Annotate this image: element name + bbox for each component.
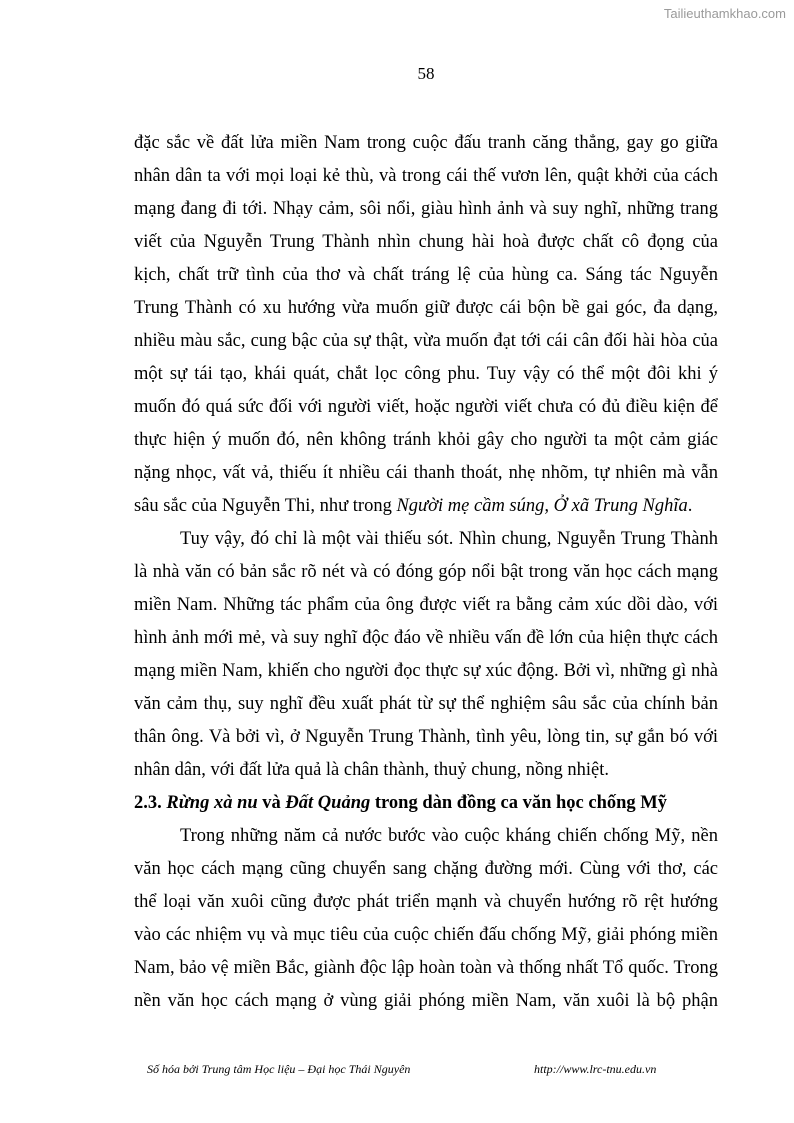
heading-title-italic: Đất Quảng xyxy=(285,793,371,813)
text-line: Nam, bảo vệ miền Bắc, giành độc lập hoàn toàn và thống nhất Tổ quốc. Trong xyxy=(134,958,718,978)
text-line: viết của Nguyễn Trung Thành nhìn chung hài hoà được chất cô đọng của xyxy=(134,232,718,252)
footer-source: Số hóa bởi Trung tâm Học liệu – Đại học Thái Nguyên xyxy=(147,1062,411,1076)
text-line: một sự tái tạo, khái quát, chắt lọc công phu. Tuy vậy có thể một đôi khi ý xyxy=(134,364,718,384)
text-line: nhân dân ta với mọi loại kẻ thù, và trong cái thế vươn lên, quật khởi của cách xyxy=(134,166,718,186)
text-line: mạng đang đi tới. Nhạy cảm, sôi nổi, giàu hình ảnh và suy nghĩ, những trang xyxy=(134,199,718,219)
text-line: miền Nam. Những tác phẩm của ông được viết ra bằng cảm xúc dồi dào, với xyxy=(134,595,718,615)
heading-text: và xyxy=(257,793,286,813)
text-line: nặng nhọc, vất vả, thiếu ít nhiều cái thanh thoát, nhẹ nhõm, tự nhiên mà vẫn xyxy=(134,463,718,483)
text-line: văn học cách mạng cũng chuyển sang chặng đường mới. Cùng với thơ, các xyxy=(134,859,718,879)
text-line: nhiều màu sắc, cung bậc của sự thật, vừa muốn đạt tới cái cân đối hài hòa của xyxy=(134,331,718,351)
heading-title-italic: Rừng xà nu xyxy=(166,793,258,813)
heading-text: trong dàn đồng ca văn học chống Mỹ xyxy=(370,793,667,813)
paragraph-2 xyxy=(134,523,718,787)
text-line: thân ông. Và bởi vì, ở Nguyễn Trung Thành, tình yêu, lòng tin, sự gắn bó với xyxy=(134,727,718,747)
text-line xyxy=(134,490,718,523)
watermark: Tailieuthamkhao.com xyxy=(663,6,786,21)
work-title-italic: Người mẹ cầm súng, Ở xã Trung Nghĩa xyxy=(396,496,688,516)
text-line: Trung Thành có xu hướng vừa muốn giữ được cái bộn bề gai góc, đa dạng, xyxy=(134,298,718,318)
text-line: kịch, chất trữ tình của thơ và chất tráng lệ của hùng ca. Sáng tác Nguyễn xyxy=(134,265,718,285)
text-line: thực hiện ý muốn đó, nên không tránh khỏi gây cho người ta một cảm giác xyxy=(134,430,718,450)
text-line: Tuy vậy, đó chỉ là một vài thiếu sót. Nhìn chung, Nguyễn Trung Thành xyxy=(180,529,718,549)
footer-url: http://www.lrc-tnu.edu.vn xyxy=(534,1062,657,1076)
section-heading xyxy=(134,787,718,820)
text-line: văn cảm thụ, suy nghĩ đều xuất phát từ sự thể nghiệm sâu sắc của chính bản xyxy=(134,694,718,714)
text-line: thể loại văn xuôi cũng được phát triển mạnh và chuyển hướng rõ rệt hướng xyxy=(134,892,718,912)
text-line: đặc sắc về đất lửa miền Nam trong cuộc đấu tranh căng thẳng, gay go giữa xyxy=(134,133,718,153)
text-line: Trong những năm cả nước bước vào cuộc kháng chiến chống Mỹ, nền xyxy=(180,826,718,846)
heading-number: 2.3. xyxy=(134,793,167,813)
text-line: hình ảnh mới mẻ, và suy nghĩ độc đáo về nhiều vấn đề lớn của hiện thực cách xyxy=(134,628,718,648)
text-line: là nhà văn có bản sắc rõ nét và có đóng góp nổi bật trong văn học cách mạng xyxy=(134,562,718,582)
paragraph-3 xyxy=(134,820,718,1018)
page-number: 58 xyxy=(417,64,435,83)
text-line: nhân dân, với đất lửa quả là chân thành, thuỷ chung, nồng nhiệt. xyxy=(134,760,610,780)
body-text xyxy=(134,127,718,1018)
text-segment: sâu sắc của Nguyễn Thi, như trong xyxy=(134,496,397,516)
text-line: muốn đó quá sức đối với người viết, hoặc người viết chưa có đủ điều kiện để xyxy=(134,397,718,417)
text-line: mạng miền Nam, khiến cho người đọc thực sự xúc động. Bởi vì, những gì nhà xyxy=(134,661,718,681)
text-line: nền văn học cách mạng ở vùng giải phóng miền Nam, văn xuôi là bộ phận xyxy=(134,991,718,1011)
text-segment: . xyxy=(687,496,693,516)
text-line: vào các nhiệm vụ và mục tiêu của cuộc chiến đấu chống Mỹ, giải phóng miền xyxy=(134,925,718,945)
paragraph-1 xyxy=(134,127,718,523)
